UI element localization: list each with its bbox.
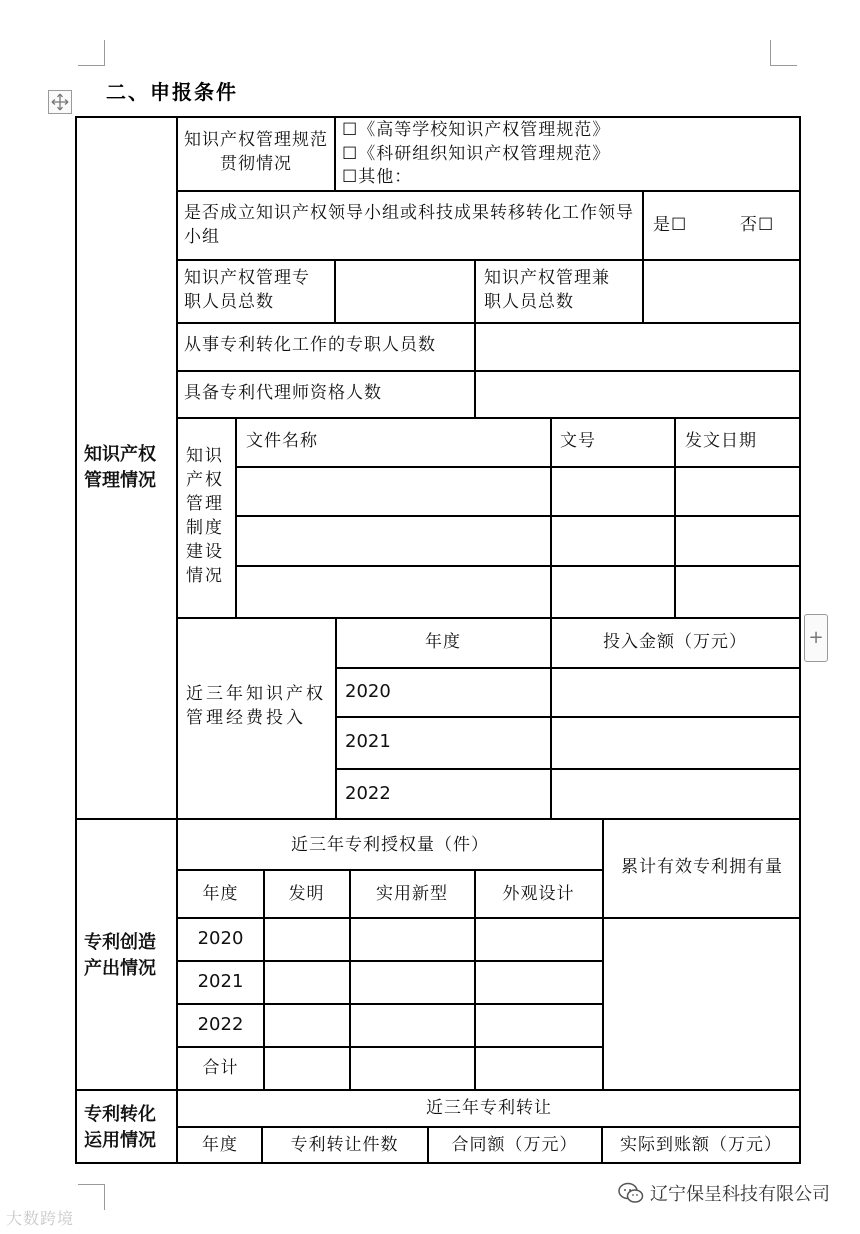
grid-line — [336, 716, 801, 718]
patent-agent-label: 具备专利代理师资格人数 — [184, 383, 382, 403]
fulltime-staff-input[interactable] — [337, 262, 473, 321]
standards-option-research-org[interactable]: ☐《科研组织知识产权管理规范》 — [342, 144, 611, 164]
funding-header-amount: 投入金额（万元） — [603, 632, 747, 652]
output-header-year: 年度 — [202, 884, 239, 904]
header-document-name: 文件名称 — [246, 431, 318, 451]
grid-line — [75, 818, 801, 820]
transfer-col-year: 年度 — [202, 1135, 238, 1155]
output-row-year: 2022 — [197, 1014, 244, 1035]
grid-line — [235, 417, 237, 619]
grid-line — [177, 917, 801, 919]
table-border — [75, 1162, 801, 1164]
header-document-number: 文号 — [560, 431, 596, 451]
grid-line — [236, 515, 801, 517]
leadership-group-question: 是否成立知识产权领导小组或科技成果转移转化工作领导小组 — [184, 203, 634, 247]
patent-output-group-label: 专利创造产出情况 — [84, 932, 156, 979]
watermark-text: 大数跨境 — [6, 1209, 75, 1228]
parttime-staff-input[interactable] — [645, 262, 798, 321]
grid-line — [177, 960, 603, 962]
output-header-invention: 发明 — [288, 884, 325, 904]
standards-option-other[interactable]: ☐其他： — [342, 167, 413, 187]
grid-line — [236, 466, 801, 468]
output-row-year: 2020 — [197, 928, 244, 949]
grid-line — [177, 1003, 603, 1005]
funding-header-year: 年度 — [425, 632, 461, 652]
grid-line — [177, 322, 801, 324]
company-watermark — [618, 1180, 830, 1206]
grid-line — [177, 417, 801, 419]
grid-line — [474, 259, 476, 324]
system-building-label: 知识产权管理制度建设情况 — [186, 446, 224, 586]
grid-line — [674, 417, 676, 619]
funding-year: 2020 — [345, 681, 391, 702]
grid-line — [177, 190, 801, 192]
standards-option-higher-education[interactable]: ☐《高等学校知识产权管理规范》 — [342, 120, 611, 140]
transfer-header: 近三年专利转让 — [426, 1098, 552, 1118]
leadership-no-checkbox[interactable]: 否☐ — [740, 215, 775, 235]
patent-agent-input[interactable] — [477, 373, 798, 416]
grid-line — [602, 818, 604, 1091]
grid-line — [177, 617, 801, 619]
grid-line — [177, 1126, 801, 1128]
grid-line — [177, 259, 801, 261]
output-row-year: 2021 — [197, 971, 244, 992]
grid-line — [176, 116, 178, 1164]
grid-line — [177, 370, 801, 372]
transfer-col-contract: 合同额（万元） — [451, 1135, 578, 1155]
table-border — [799, 116, 801, 1164]
output-header-design: 外观设计 — [502, 884, 575, 904]
grid-line — [236, 565, 801, 567]
patent-transfer-group-label: 专利转化运用情况 — [84, 1104, 156, 1151]
grid-line — [177, 1046, 603, 1048]
wechat-icon — [618, 1182, 644, 1204]
output-row-total: 合计 — [202, 1058, 239, 1078]
patent-transfer-staff-input[interactable] — [477, 325, 798, 369]
header-issue-date: 发文日期 — [685, 431, 757, 451]
plus-icon: + — [808, 627, 824, 648]
add-row-button[interactable] — [804, 614, 828, 662]
standards-label: 知识产权管理规范贯彻情况 — [184, 130, 328, 174]
grid-line — [334, 259, 336, 324]
cumulative-patents-label: 累计有效专利拥有量 — [621, 857, 783, 877]
output-header-utility-model: 实用新型 — [376, 884, 448, 904]
grid-line — [550, 417, 552, 619]
fulltime-staff-label: 知识产权管理专职人员总数 — [184, 268, 310, 312]
grid-line — [642, 259, 644, 324]
funding-year: 2021 — [345, 731, 391, 752]
funding-year: 2022 — [345, 783, 391, 804]
grid-line — [334, 116, 336, 192]
grid-line — [75, 1089, 801, 1091]
grid-line — [336, 667, 801, 669]
leadership-yes-checkbox[interactable]: 是☐ — [653, 215, 688, 235]
transfer-col-received: 实际到账额（万元） — [620, 1135, 782, 1155]
parttime-staff-label: 知识产权管理兼职人员总数 — [484, 268, 610, 312]
grants-header: 近三年专利授权量（件） — [291, 835, 489, 855]
grid-line — [642, 190, 644, 261]
transfer-col-count: 专利转让件数 — [290, 1135, 399, 1155]
funding-label: 近三年知识产权管理经费投入 — [186, 684, 326, 728]
grid-line — [474, 322, 476, 419]
table-border — [75, 116, 77, 1164]
company-name: 辽宁保呈科技有限公司 — [650, 1184, 830, 1205]
ip-management-group-label: 知识产权管理情况 — [84, 444, 156, 491]
grid-line — [177, 869, 603, 871]
patent-transfer-staff-label: 从事专利转化工作的专职人员数 — [184, 335, 436, 355]
section-heading: 二、申报条件 — [106, 80, 238, 104]
grid-line — [336, 768, 801, 770]
